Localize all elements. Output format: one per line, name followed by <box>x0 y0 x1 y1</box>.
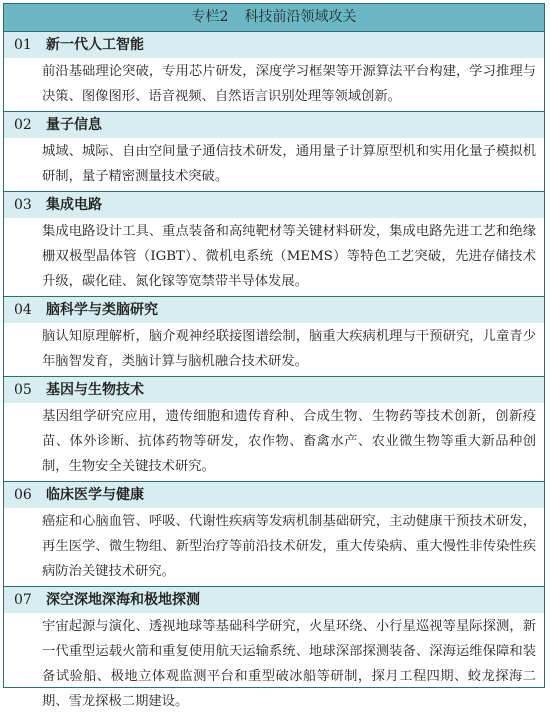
section-quantum <box>4 112 544 192</box>
section-body: 集成电路设计工具、重点装备和高纯靶材等关键材料研发，集成电路先进工艺和绝缘栅双极型晶体管（IGBT）、微机电系统（MEMS）等特色工艺突破，先进存储技术升级，碳化硅、氮化镓等宽禁带半导体发展。 <box>42 224 536 289</box>
section-title: 脑科学与类脑研究 <box>46 302 158 318</box>
section-header <box>4 32 544 58</box>
section-title: 基因与生物技术 <box>46 382 144 398</box>
section-number: 02 <box>14 117 32 133</box>
section-title: 临床医学与健康 <box>46 487 144 503</box>
section-body: 癌症和心脑血管、呼吸、代谢性疾病等发病机制基础研究，主动健康干预技术研发，再生医学、微生物组、新型治疗等前沿技术研发，重大传染病、重大慢性非传染性疾病防治关键技术研究。 <box>42 514 536 579</box>
section-number: 03 <box>14 197 32 213</box>
section-number: 07 <box>14 592 32 608</box>
section-number: 06 <box>14 487 32 503</box>
section-gene <box>4 377 544 482</box>
section-title: 量子信息 <box>46 117 102 133</box>
panel-header <box>4 4 544 32</box>
section-body: 宇宙起源与演化、透视地球等基础科学研究，火星环绕、小行星巡视等星际探测，新一代重型运载火箭和重复使用航天运输系统、地球深部探测装备、深海运维保障和装备试验船、极地立体观监测平台和重型破冰船等研制，探月工程四期、蛟龙探海二期、雪龙探极二期建设。 <box>42 619 536 709</box>
section-number: 01 <box>14 37 32 53</box>
section-header <box>4 297 544 323</box>
section-body: 前沿基础理论突破，专用芯片研发，深度学习框架等开源算法平台构建，学习推理与决策、图像图形、语音视频、自然语言识别处理等领域创新。 <box>42 64 536 104</box>
section-number: 04 <box>14 302 32 318</box>
section-title: 深空深地深海和极地探测 <box>46 592 200 608</box>
section-body: 城域、城际、自由空间量子通信技术研发，通用量子计算原型机和实用化量子模拟机研制，量子精密测量技术突破。 <box>42 144 536 184</box>
section-header <box>4 192 544 218</box>
panel-number: 专栏2 <box>191 9 229 25</box>
panel-title: 科技前沿领域攻关 <box>244 9 357 25</box>
section-title: 新一代人工智能 <box>46 37 144 53</box>
section-body: 脑认知原理解析，脑介观神经联接图谱绘制，脑重大疾病机理与干预研究，儿童青少年脑智发育，类脑计算与脑机融合技术研发。 <box>42 329 536 369</box>
section-brain <box>4 297 544 377</box>
section-header <box>4 587 544 613</box>
section-ai <box>4 32 544 112</box>
section-header <box>4 377 544 403</box>
section-body: 基因组学研究应用，遗传细胞和遗传育种、合成生物、生物药等技术创新，创新疫苗、体外诊断、抗体药物等研发，农作物、畜禽水产、农业微生物等重大新品种创制，生物安全关键技术研究。 <box>42 409 536 474</box>
section-header <box>4 112 544 138</box>
feature-panel <box>3 3 545 709</box>
section-header <box>4 482 544 508</box>
section-clinical <box>4 482 544 587</box>
section-exploration <box>4 587 544 716</box>
section-title: 集成电路 <box>46 197 102 213</box>
section-number: 05 <box>14 382 32 398</box>
section-ic <box>4 192 544 297</box>
